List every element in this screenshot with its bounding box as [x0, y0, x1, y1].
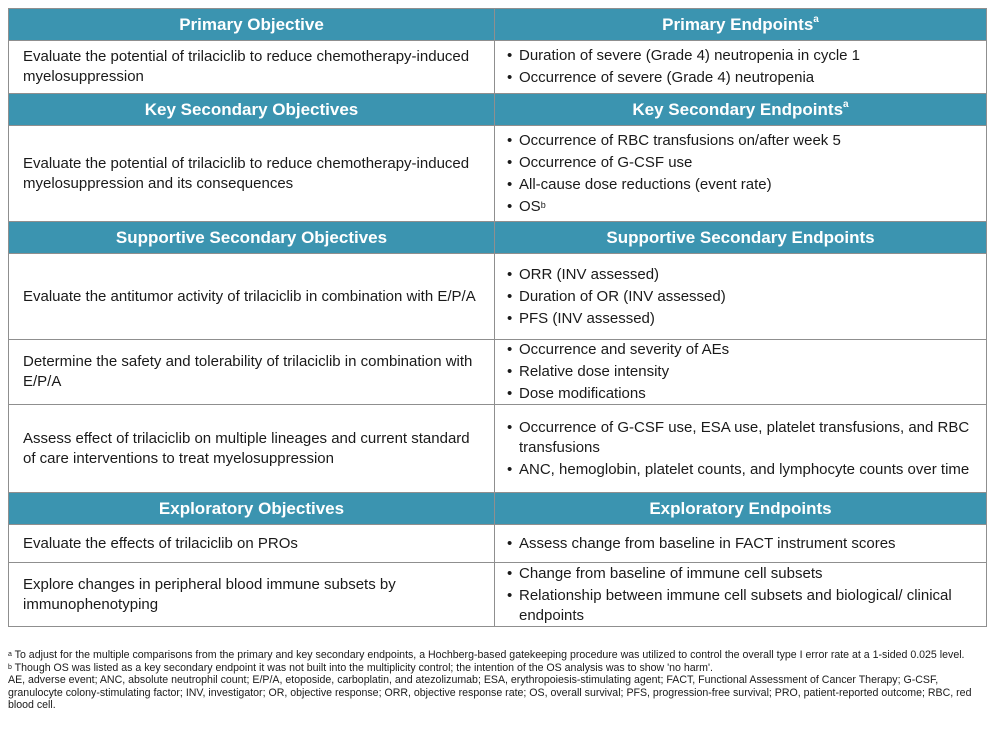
table-row [9, 525, 987, 563]
endpoints-cell [495, 126, 987, 222]
endpoint-item [507, 309, 976, 329]
endpoint-header [495, 493, 987, 525]
footnote-marker: a [843, 98, 849, 110]
endpoint-text: Occurrence and severity of AEs [519, 341, 730, 358]
endpoint-text: Occurrence of G-CSF use, ESA use, platelet transfusions, and RBC transfusions [519, 418, 970, 456]
endpoint-item [507, 586, 976, 626]
endpoint-text: PFS (INV assessed) [519, 309, 655, 327]
footnote-text: AE, adverse event; ANC, absolute neutrophil count; E/P/A, etoposide, carboplatin, and atezolizumab; ESA, erythropoiesis-stimulating agent; FACT, Functional Assessment of Cancer Therapy; G-CSF, granulocyte colony-stimulating factor; INV, investigator; OR, objective response; ORR, objective response rate; OS, overall survival; PFS, progression-free survival; PRO, patient-reported outcome; RBC, red blood cell. [8, 674, 972, 712]
objective-cell [9, 126, 495, 222]
table-row [9, 41, 987, 94]
endpoints-cell [495, 340, 987, 405]
objective-header-text: Supportive Secondary Objectives [115, 227, 388, 247]
objective-cell [9, 563, 495, 627]
endpoint-item [507, 362, 976, 382]
endpoint-text: All-cause dose reductions (event rate) [519, 175, 772, 193]
endpoint-item [507, 175, 976, 195]
endpoint-item [507, 564, 976, 584]
objective-header [9, 94, 495, 126]
objective-text: Evaluate the potential of trilaciclib to reduce chemotherapy-induced myelosuppression and its consequences [23, 154, 470, 192]
endpoint-item [507, 287, 976, 307]
section-header-row [9, 9, 987, 41]
table-body [9, 9, 987, 627]
endpoint-list [507, 418, 976, 480]
footnotes [8, 649, 984, 712]
endpoint-item [507, 265, 976, 285]
objective-text: Evaluate the antitumor activity of trilaciclib in combination with E/P/A [23, 287, 476, 305]
footnote-text: To adjust for the multiple comparisons from the primary and key secondary endpoints, a Hochberg-based gatekeeping procedure was utilized to control the overall type I error rate at a 1-sided 0.025 level. [14, 649, 965, 661]
objective-cell [9, 525, 495, 563]
endpoints-cell [495, 41, 987, 94]
endpoint-item [507, 384, 976, 404]
endpoint-text: ORR (INV assessed) [519, 265, 660, 283]
endpoint-item [507, 197, 976, 217]
endpoint-text: ANC, hemoglobin, platelet counts, and lymphocyte counts over time [519, 460, 970, 478]
endpoint-item [507, 340, 976, 360]
endpoints-cell [495, 525, 987, 563]
endpoint-item [507, 534, 976, 554]
table-row [9, 563, 987, 627]
table-row [9, 405, 987, 493]
objectives-endpoints-table-container [8, 8, 986, 627]
endpoint-header-text: Key Secondary Endpoints [632, 99, 844, 119]
endpoint-list [507, 131, 976, 217]
objective-text: Evaluate the potential of trilaciclib to reduce chemotherapy-induced myelosuppression [23, 48, 470, 85]
endpoint-item [507, 68, 976, 88]
endpoint-list [507, 534, 976, 554]
section-header-row [9, 222, 987, 254]
endpoints-cell [495, 563, 987, 627]
table-row [9, 340, 987, 405]
endpoint-text: OS [519, 197, 541, 215]
endpoint-item [507, 460, 976, 480]
objective-text: Determine the safety and tolerability of trilaciclib in combination with E/P/A [23, 353, 473, 390]
endpoint-text: Change from baseline of immune cell subsets [519, 564, 823, 582]
endpoint-header [495, 94, 987, 126]
footnote-marker: a [813, 13, 819, 25]
section-header-row [9, 493, 987, 525]
footnote [8, 649, 984, 662]
objective-text: Evaluate the effects of trilaciclib on PROs [23, 534, 298, 552]
table-row [9, 254, 987, 340]
footnote [8, 674, 984, 712]
endpoint-item [507, 131, 976, 151]
endpoint-item [507, 418, 976, 458]
objective-cell [9, 41, 495, 94]
objective-header [9, 9, 495, 41]
objective-header-text: Primary Objective [179, 14, 324, 34]
objective-cell [9, 405, 495, 493]
footnote-mark: b [8, 663, 12, 671]
endpoint-list [507, 340, 976, 404]
table-row [9, 126, 987, 222]
objective-cell [9, 340, 495, 405]
endpoint-item [507, 46, 976, 66]
objectives-endpoints-table [8, 8, 987, 627]
objective-header [9, 493, 495, 525]
objective-text: Explore changes in peripheral blood immune subsets by immunophenotyping [23, 575, 396, 613]
footnote-marker: b [540, 199, 546, 210]
endpoint-text: Relationship between immune cell subsets and biological/ clinical endpoints [519, 586, 952, 624]
endpoint-text: Duration of OR (INV assessed) [519, 287, 726, 305]
endpoint-header [495, 222, 987, 254]
endpoints-cell [495, 254, 987, 340]
endpoint-text: Dose modifications [519, 385, 646, 402]
endpoint-header-text: Supportive Secondary Endpoints [606, 227, 875, 247]
endpoint-text: Relative dose intensity [519, 363, 670, 380]
endpoint-header [495, 9, 987, 41]
endpoint-text: Occurrence of G-CSF use [519, 153, 693, 171]
endpoint-text: Duration of severe (Grade 4) neutropenia in cycle 1 [519, 47, 861, 64]
endpoint-text: Occurrence of RBC transfusions on/after week 5 [519, 131, 841, 149]
endpoint-list [507, 265, 976, 329]
objective-header-text: Key Secondary Objectives [144, 99, 359, 119]
endpoints-cell [495, 405, 987, 493]
objective-header [9, 222, 495, 254]
objective-text: Assess effect of trilaciclib on multiple lineages and current standard of care interventions to treat myelosuppression [23, 429, 470, 467]
footnote-text: Though OS was listed as a key secondary endpoint it was not built into the multiplicity control; the intention of the OS analysis was to show 'no harm'. [14, 661, 713, 674]
endpoint-header-text: Exploratory Endpoints [649, 498, 832, 518]
objective-cell [9, 254, 495, 340]
section-header-row [9, 94, 987, 126]
endpoint-list [507, 564, 976, 626]
endpoint-text: Occurrence of severe (Grade 4) neutropenia [519, 69, 815, 86]
endpoint-list [507, 46, 976, 88]
objective-header-text: Exploratory Objectives [158, 498, 345, 518]
footnote [8, 662, 984, 675]
endpoint-header-text: Primary Endpoints [662, 14, 814, 34]
footnote-mark: a [8, 651, 12, 658]
endpoint-item [507, 153, 976, 173]
endpoint-text: Assess change from baseline in FACT instrument scores [519, 534, 896, 552]
